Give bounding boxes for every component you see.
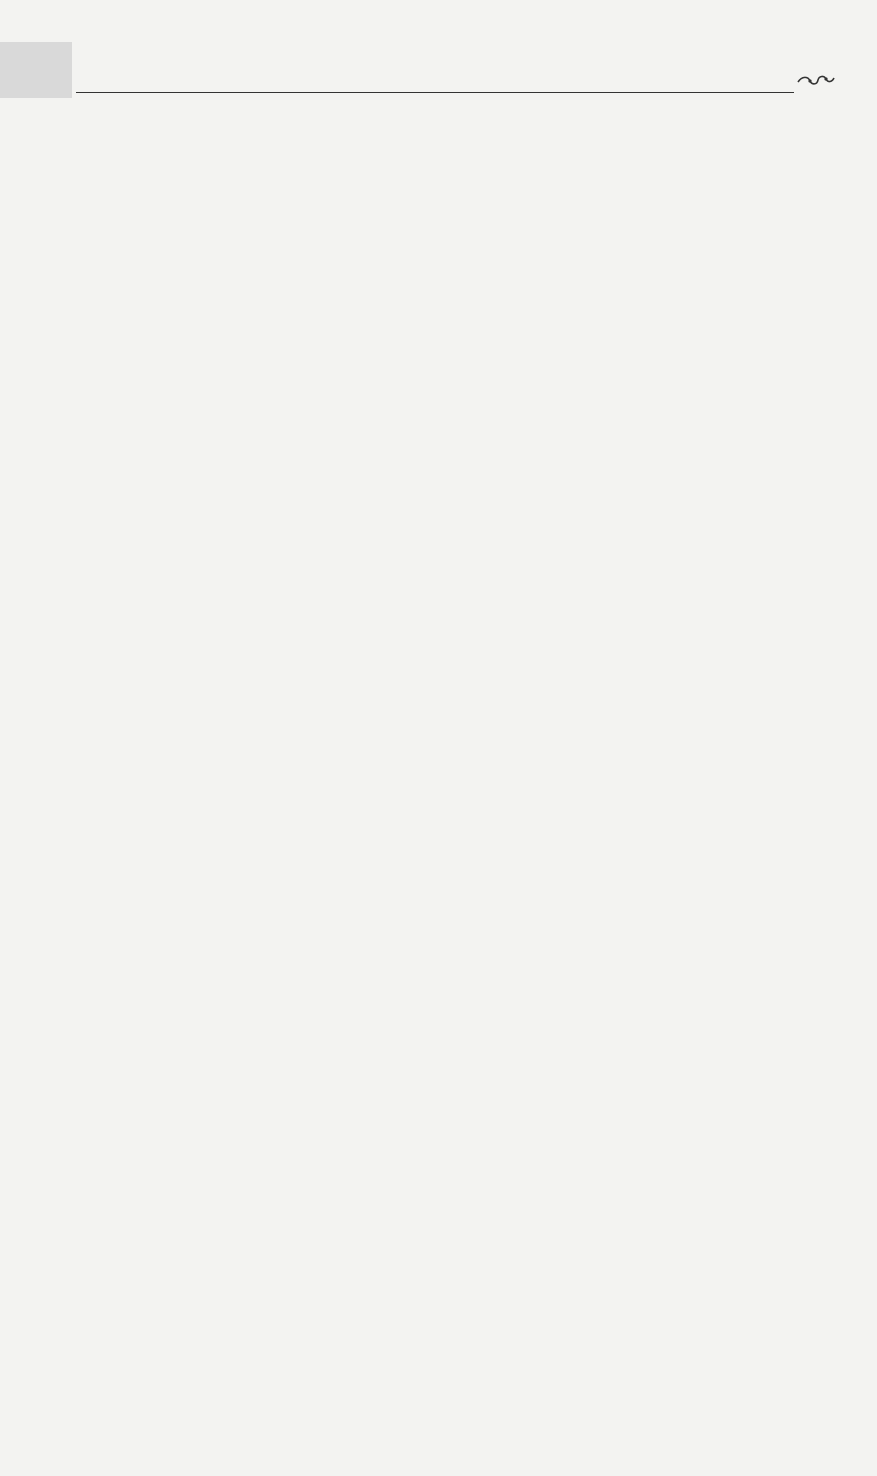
ornament-icon [796, 70, 836, 90]
page-number-box [0, 42, 72, 98]
header-rule [76, 92, 794, 93]
